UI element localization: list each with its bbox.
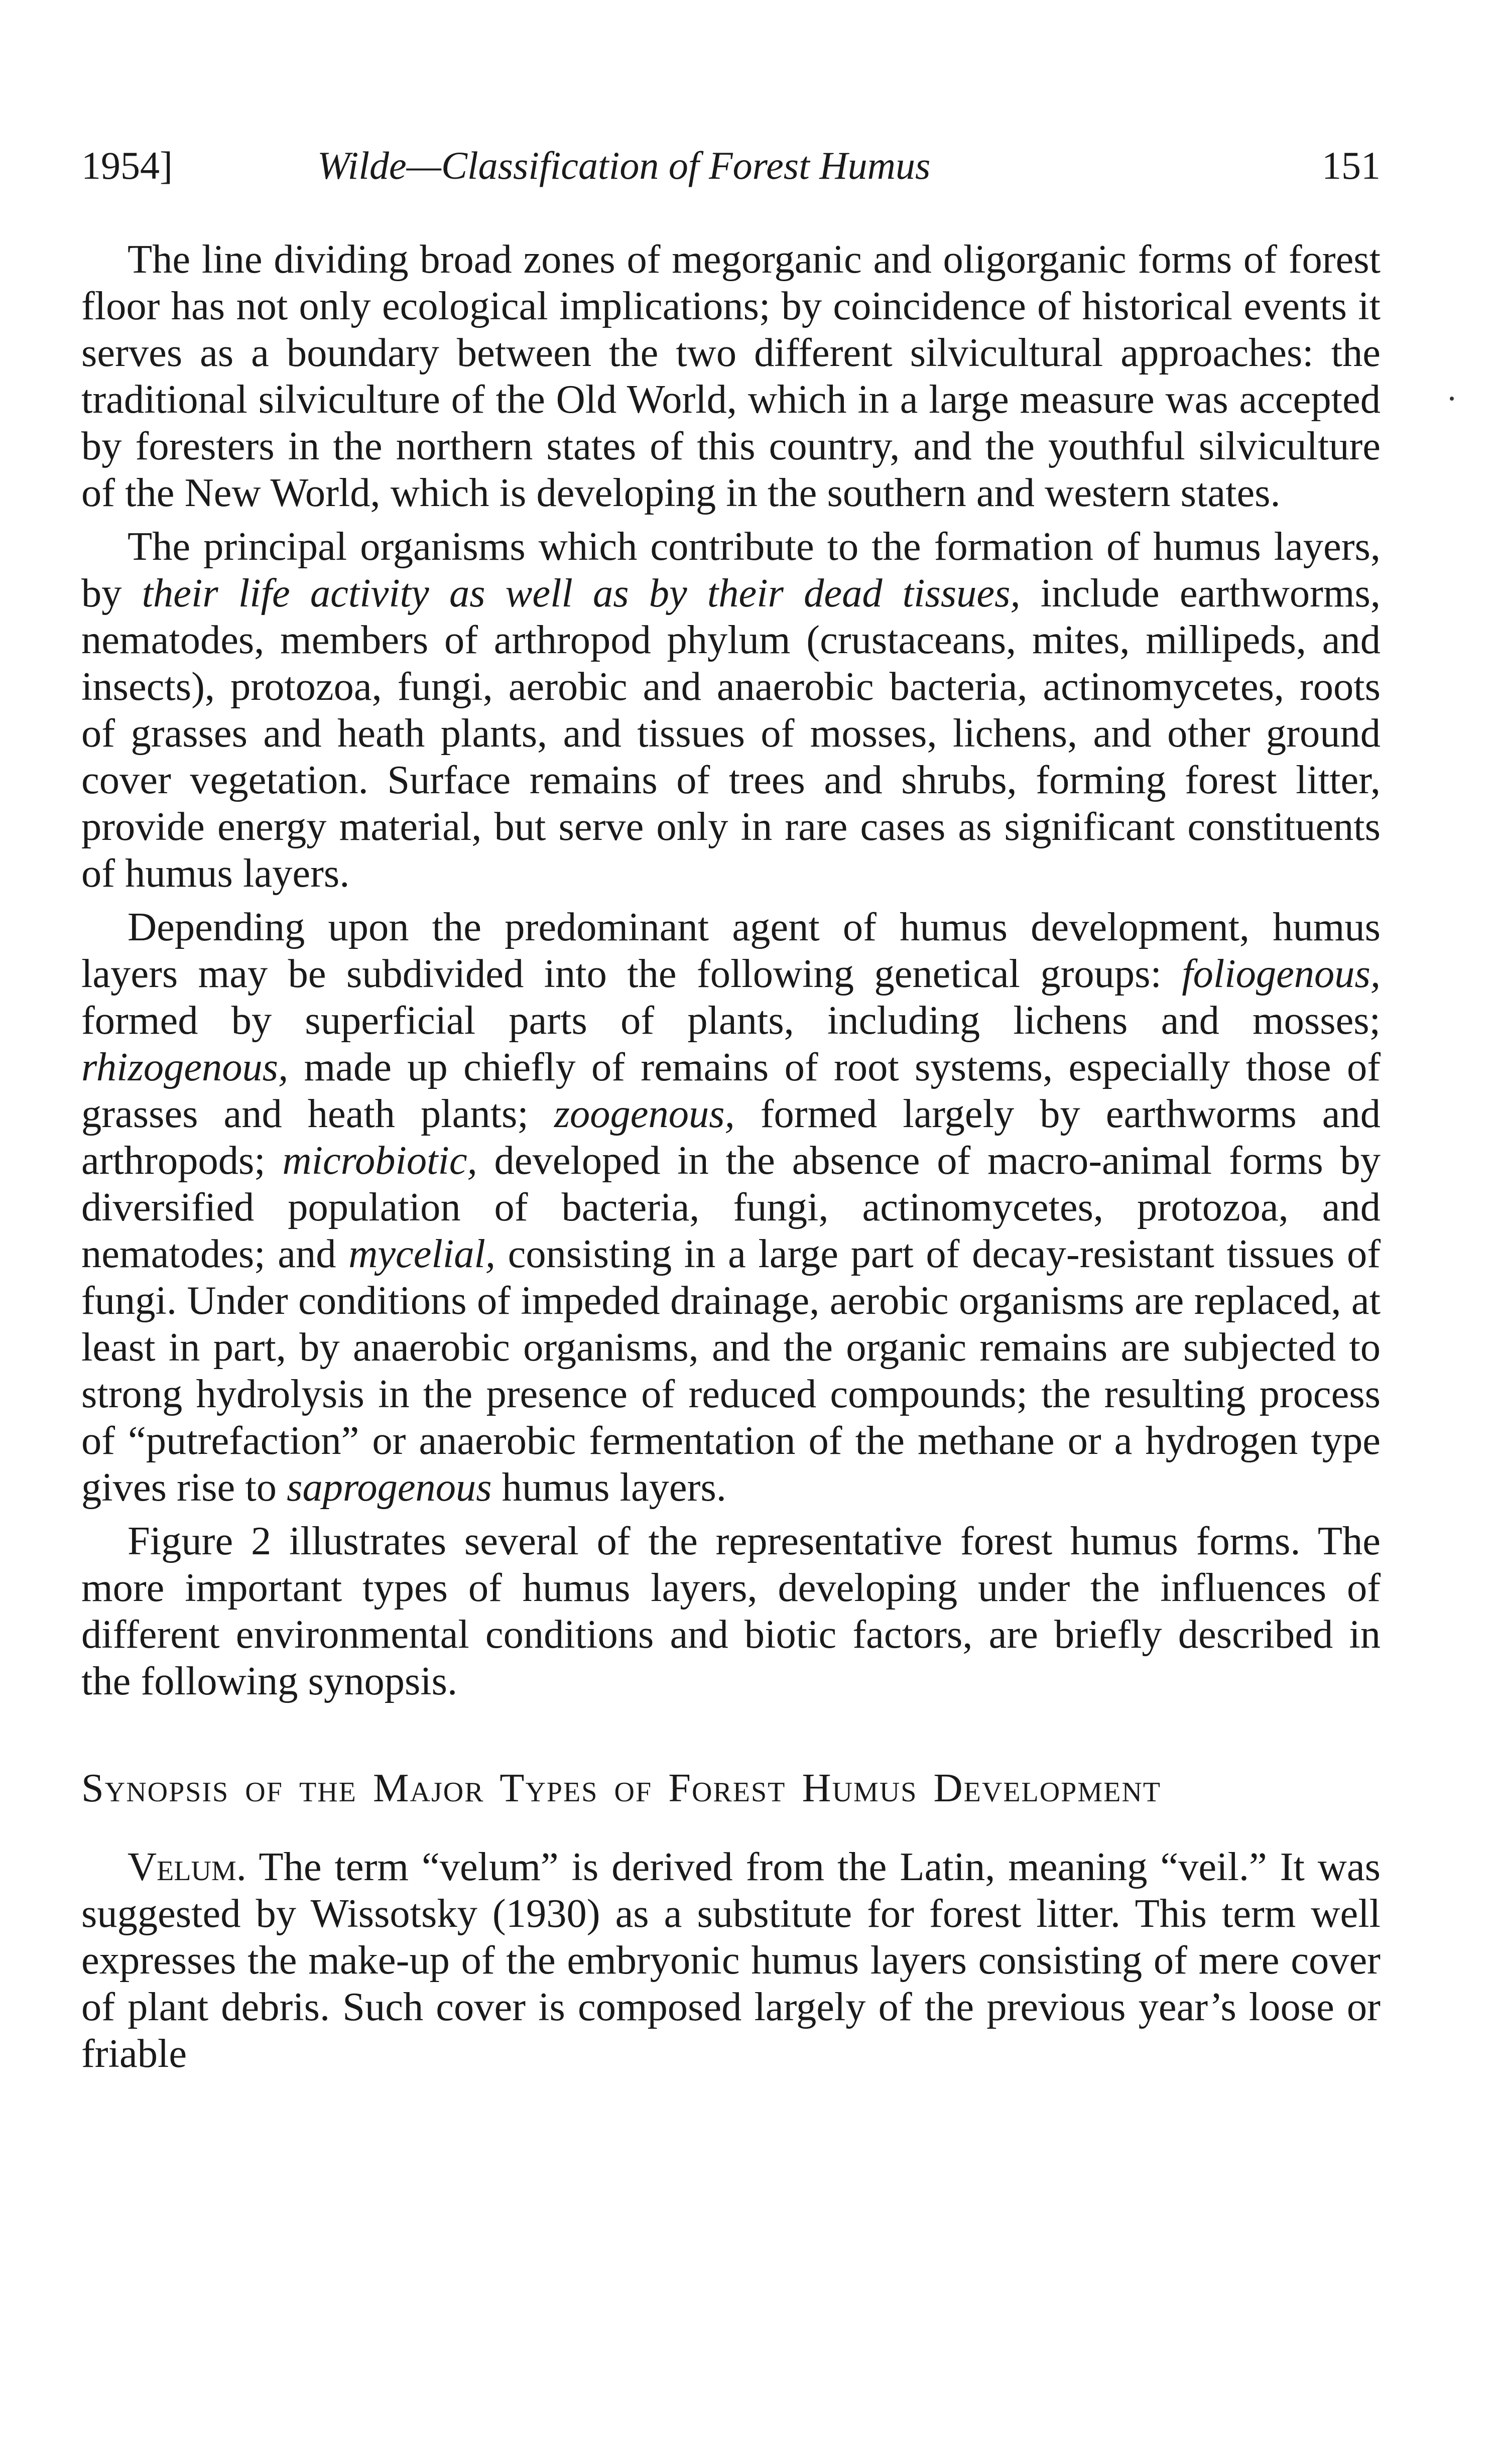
paragraph-2 [81,523,1381,897]
paragraph-3-text-e: developed in the absence of macro-animal forms by diversified population of bacteria, fungi, actinomycetes, protozoa, and nematodes; and [81,1138,1381,1276]
header-year: 1954] [81,144,173,187]
term-microbiotic: microbiotic, [282,1138,477,1183]
paragraph-2-text-b: include earthworms, nematodes, members of arthropod phylum (crustaceans, mites, millipeds, and insects), protozoa, fungi, aerobic and anaerobic bacteria, actinomycetes, roots of grasses and heath plants, and tissues of mosses, lichens, and other ground cover vegetation. Surface remains of trees and shrubs, forming forest litter, provide energy material, but serve only in rare cases as significant constituents of humus layers. [81,571,1381,896]
paragraph-3 [81,904,1381,1511]
body-text [81,236,1381,2084]
paragraph-3-text-f: consisting in a large part of decay-resistant tissues of fungi. Under conditions of impeded drainage, aerobic organisms are replaced, at least in part, by anaerobic organisms, and the organic remains are subjected to strong hydrolysis in the presence of reduced compounds; the resulting process of “putrefaction” or anaerobic fermentation of the methane or a hydrogen type gives rise to [81,1231,1381,1510]
paragraph-3-text-b: formed by superficial parts of plants, including lichens and mosses; [81,998,1381,1043]
paragraph-4: Figure 2 illustrates several of the representative forest humus forms. The more important types of humus layers, developing under the influences of different environmental conditions and biotic factors, are briefly described in the following synopsis. [81,1519,1381,1703]
page-number: 151 [1322,144,1381,187]
running-head [81,136,1381,196]
paragraph-3-text-d: formed largely by earthworms and arthropods; [81,1091,1381,1183]
paragraph-2-text-a: The principal organisms which contribute to the formation of humus layers, by [81,524,1381,615]
paragraph-2-emphasis: their life activity as well as by their dead tissues, [142,571,1021,615]
paragraph-3-text-c: made up chiefly of remains of root systems, especially those of grasses and heath plants; [81,1045,1381,1136]
paragraph-1: The line dividing broad zones of megorganic and oligorganic forms of forest floor has not only ecological implications; by coincidence of historical events it serves as a boundary between the two different silvicultural approaches: the traditional silviculture of the Old World, which in a large measure was accepted by foresters in the northern states of this country, and the youthful silviculture of the New World, which is developing in the southern and western states. [81,237,1381,515]
header-title: Wilde—Classification of Forest Humus [317,144,931,187]
velum-text: The term “velum” is derived from the Latin, meaning “veil.” It was suggested by Wissotsky (1930) as a substitute for forest litter. This term well expresses the make-up of the embryonic humus layers consisting of mere cover of plant debris. Such cover is composed largely of the previous year’s loose or friable [81,1844,1381,2076]
paragraph-3-text-g: humus layers. [491,1465,726,1510]
term-mycelial: mycelial, [348,1231,495,1276]
term-foliogenous: foliogenous, [1182,951,1381,996]
section-heading: Synopsis of the Major Types of Forest Humus Development [81,1766,1161,1810]
stray-ink-dot [1450,397,1454,401]
paragraph-3-text-a: Depending upon the predominant agent of humus development, humus layers may be subdivided into the following genetical groups: [81,905,1381,996]
term-rhizogenous: rhizogenous, [81,1045,289,1089]
velum-term: Velum. [128,1844,246,1889]
term-saprogenous: saprogenous [287,1465,492,1510]
term-zoogenous: zoogenous, [554,1091,735,1136]
paragraph-velum [81,1843,1381,2077]
